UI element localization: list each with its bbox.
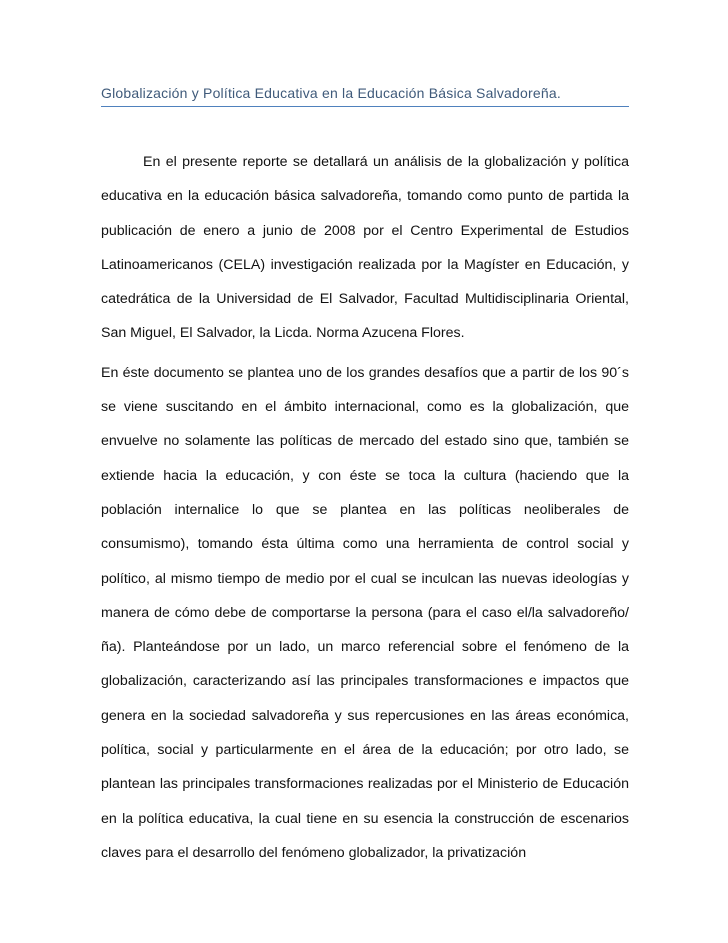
page-header <box>101 84 629 107</box>
paragraph-intro: En el presente reporte se detallará un análisis de la globalización y política educativa en la educación básica salvadoreña, tomando como punto de partida la publicación de enero a junio de 2008 por el Centro Experimental de Estudios Latinoamericanos (CELA) investigación realizada por la Magíster en Educación, y catedrática de la Universidad de El Salvador, Facultad Multidisciplinaria Oriental, San Miguel, El Salvador, la Licda. Norma Azucena Flores. <box>101 154 629 342</box>
header-divider <box>101 106 629 107</box>
paragraph-globalization: En éste documento se plantea uno de los grandes desafíos que a partir de los 90´s se viene suscitando en el ámbito internacional, como es la globalización, que envuelve no solamente las políticas de mercado del estado sino que, también se extiende hacia la educación, y con éste se toca la cultura (haciendo que la población internalice lo que se plantea en las políticas neoliberales de consumismo), tomando ésta última como una herramienta de control social y político, al mismo tiempo de medio por el cual se inculcan las nuevas ideologías y manera de cómo debe de comportarse la persona (para el caso el/la salvadoreño/ña). Planteándose por un lado, un marco referencial sobre el fenómeno de la globalización, caracterizando así las principales transformaciones e impactos que genera en la sociedad salvadoreña y sus repercusiones en las áreas económica, política, social y particularmente en el área de la educación; por otro lado, se plantean las principales transformaciones realizadas por el Ministerio de Educación en la política educativa, la cual tiene en su esencia la construcción de escenarios claves para el desarrollo del fenómeno globalizador, la privatización <box>101 364 629 861</box>
header-title: Globalización y Política Educativa en la Educación Básica Salvadoreña. <box>101 85 561 101</box>
document-body <box>101 145 629 870</box>
